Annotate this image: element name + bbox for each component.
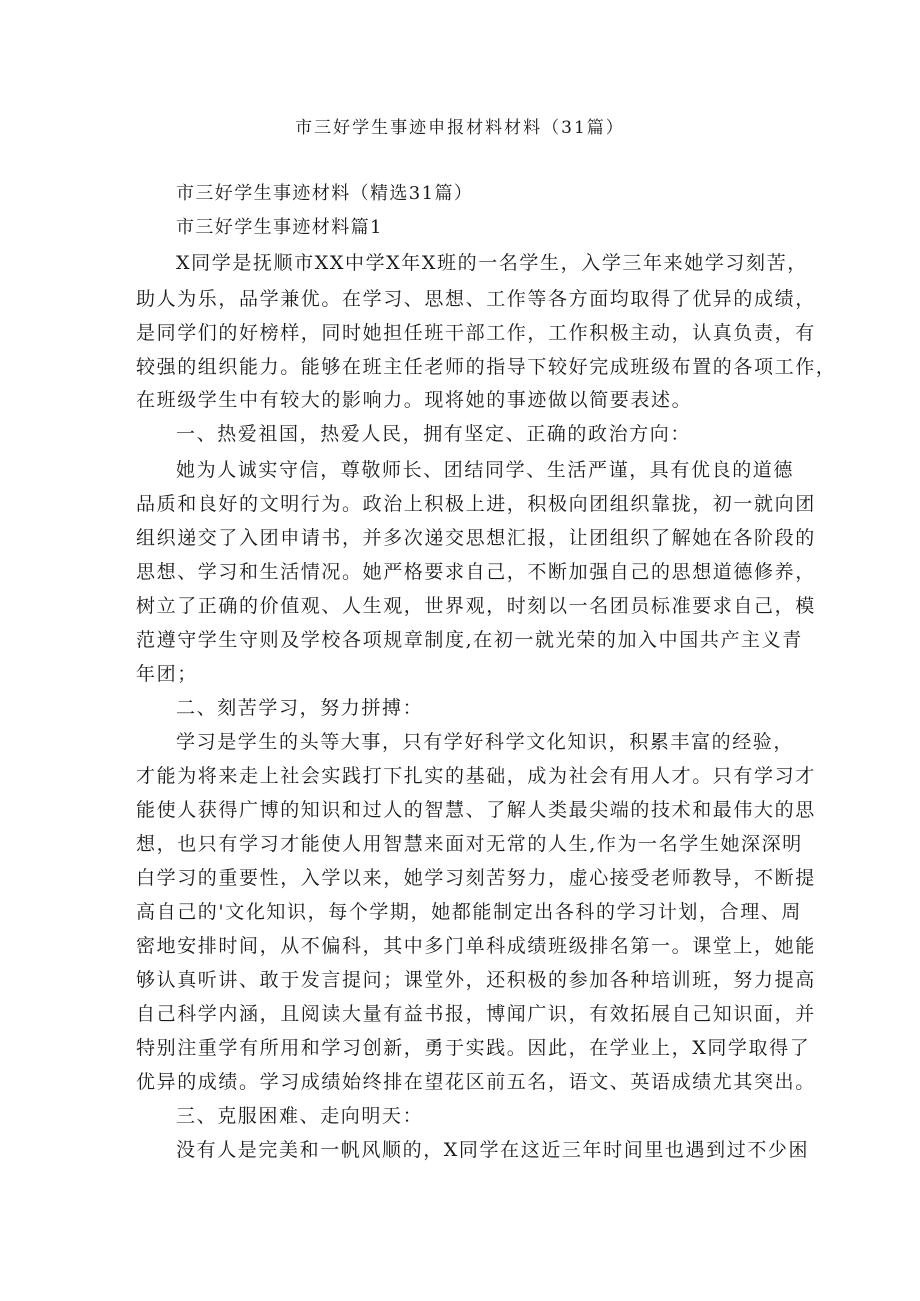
paragraph-line: 较强的组织能力。能够在班主任老师的指导下较好完成班级布置的各项工作， [136,356,837,378]
document-subtitle: 市三好学生事迹材料（精选31篇） [176,183,474,204]
section-title: 二、刻苦学习，努力拼搏： [176,697,424,719]
paragraph-line: 树立了正确的价值观、人生观，世界观，时刻以一名团员标准要求自己，模 [136,595,816,617]
paragraph-line: 学习是学生的头等大事，只有学好科学文化知识，积累丰富的经验， [176,731,795,753]
paragraph-line: 是同学们的好榜样，同时她担任班干部工作，工作积极主动，认真负责，有 [136,322,816,344]
paragraph-line: 自己科学内涵，且阅读大量有益书报，博闻广识，有效拓展自己知识面，并 [136,1003,816,1025]
paragraph-line: 思想、学习和生活情况。她严格要求自己，不断加强自己的思想道德修养， [136,561,816,583]
paragraph-line: 在班级学生中有较大的影响力。现将她的事迹做以简要表述。 [136,389,693,411]
section-heading: 市三好学生事迹材料篇1 [176,217,383,238]
paragraph-line: 想，也只有学习才能使人用智慧来面对无常的人生,作为一名学生她深深明 [136,833,803,855]
paragraph-line: 能使人获得广博的知识和过人的智慧、了解人类最尖端的技术和最伟大的思 [136,799,816,821]
paragraph-line: 品质和良好的文明行为。政治上积极上进，积极向团组织靠拢，初一就向团 [136,493,816,515]
paragraph-line: 特别注重学有所用和学习创新，勇于实践。因此，在学业上，X同学取得了 [136,1037,811,1059]
paragraph-line: 没有人是完美和一帆风顺的，X同学在这近三年时间里也遇到过不少困 [176,1139,810,1161]
section-title: 三、克服困难、走向明天： [176,1105,424,1127]
paragraph-line: 密地安排时间，从不偏科，其中多门单科成绩班级排名第一。课堂上，她能 [136,935,816,957]
paragraph-line: 白学习的重要性，入学以来，她学习刻苦努力，虚心接受老师教导，不断提 [136,867,816,889]
section-title: 一、热爱祖国，热爱人民，拥有坚定、正确的政治方向： [176,423,692,445]
paragraph-line: X同学是抚顺市XX中学X年X班的一名学生，入学三年来她学习刻苦， [176,252,808,274]
paragraph-line: 范遵守学生守则及学校各项规章制度,在初一就光荣的加入中国共产主义青 [136,629,803,651]
paragraph-line: 年团； [136,663,198,685]
document-title: 市三好学生事迹申报材料材料（31篇） [295,118,625,138]
paragraph-line: 高自己的'文化知识，每个学期，她都能制定出各科的学习计划，合理、周 [136,901,803,923]
paragraph-line: 助人为乐，品学兼优。在学习、思想、工作等各方面均取得了优异的成绩， [136,288,816,310]
paragraph-line: 够认真听讲、敢于发言提问；课堂外，还积极的参加各种培训班，努力提高 [136,969,816,991]
paragraph-line: 组织递交了入团申请书，并多次递交思想汇报，让团组织了解她在各阶段的 [136,527,816,549]
paragraph-line: 才能为将来走上社会实践打下扎实的基础，成为社会有用人才。只有学习才 [136,765,816,787]
paragraph-line: 优异的成绩。学习成绩始终排在望花区前五名，语文、英语成绩尤其突出。 [136,1071,816,1093]
paragraph-line: 她为人诚实守信，尊敬师长、团结同学、生活严谨，具有优良的道德 [176,459,795,481]
